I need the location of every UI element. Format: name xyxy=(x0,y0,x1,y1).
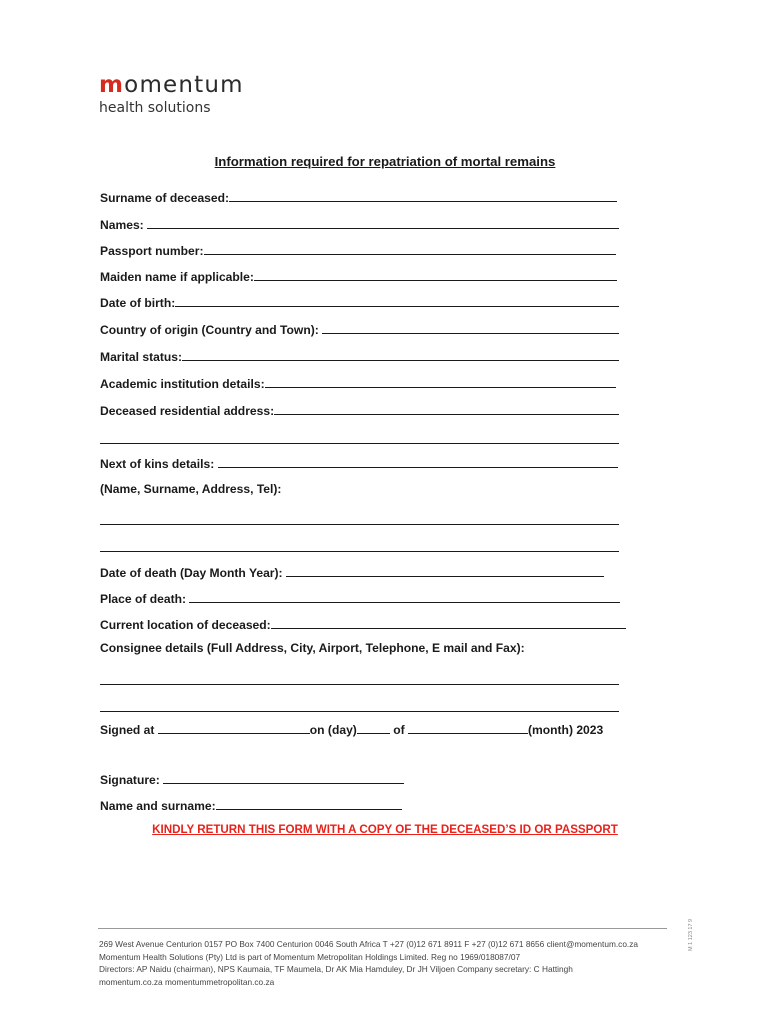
surname-input-line[interactable] xyxy=(229,189,617,202)
logo-wordmark xyxy=(99,74,244,97)
consignee-line-2[interactable] xyxy=(100,711,619,712)
footer-divider xyxy=(98,928,667,929)
names-field[interactable] xyxy=(100,216,619,233)
residential-field[interactable] xyxy=(100,402,619,419)
academic-label: Academic institution details: xyxy=(100,377,265,391)
name-surname-input-line[interactable] xyxy=(216,797,402,810)
next-of-kin-extra-line-2[interactable] xyxy=(100,551,619,552)
signature-label: Signature: xyxy=(100,773,164,787)
consignee-label: Consignee details (Full Address, City, Airport, Telephone, E mail and Fax): xyxy=(100,641,525,655)
consignee-line-1[interactable] xyxy=(100,684,619,685)
current-location-field[interactable] xyxy=(100,616,626,633)
form-title: Information required for repatriation of mortal remains xyxy=(214,154,556,169)
next-of-kin-extra-line-1[interactable] xyxy=(100,524,619,525)
academic-field[interactable] xyxy=(100,375,616,392)
signed-at-row xyxy=(100,721,603,738)
passport-field[interactable] xyxy=(100,242,616,259)
country-input-line[interactable] xyxy=(322,321,619,334)
next-of-kin-hint: (Name, Surname, Address, Tel): xyxy=(100,482,282,496)
country-field[interactable] xyxy=(100,321,619,338)
footer-directors-line: Directors: AP Naidu (chairman), NPS Kaumaia, TF Maumela, Dr AK Mia Hamduley, Dr JH Viljoen Company secretary: C Hattingh xyxy=(99,964,573,974)
dob-field[interactable] xyxy=(100,294,619,311)
maiden-name-input-line[interactable] xyxy=(254,268,617,281)
place-of-death-input-line[interactable] xyxy=(189,590,620,603)
document-code: M 1 123 17 9 xyxy=(688,918,694,951)
next-of-kin-label: Next of kins details: xyxy=(100,457,218,471)
signed-month-input-line[interactable] xyxy=(408,721,528,734)
place-of-death-field[interactable] xyxy=(100,590,620,607)
logo-subtitle: health solutions xyxy=(99,100,211,116)
maiden-name-field[interactable] xyxy=(100,268,617,285)
country-label: Country of origin (Country and Town): xyxy=(100,323,323,337)
marital-status-input-line[interactable] xyxy=(182,348,619,361)
next-of-kin-input-line[interactable] xyxy=(218,455,618,468)
marital-status-label: Marital status: xyxy=(100,350,182,364)
footer-address-line: 269 West Avenue Centurion 0157 PO Box 7400 Centurion 0046 South Africa T +27 (0)12 671 8911 F +27 (0)12 671 8656 client@momentum.co.za xyxy=(99,939,639,949)
logo-wordmark-rest: omentum xyxy=(124,72,244,98)
academic-input-line[interactable] xyxy=(265,375,616,388)
names-label: Names: xyxy=(100,218,148,232)
passport-input-line[interactable] xyxy=(204,242,616,255)
surname-field[interactable] xyxy=(100,189,617,206)
footer xyxy=(99,938,638,988)
next-of-kin-field[interactable] xyxy=(100,455,618,472)
name-surname-label: Name and surname: xyxy=(100,799,216,813)
surname-label: Surname of deceased: xyxy=(100,191,230,205)
return-form-notice: KINDLY RETURN THIS FORM WITH A COPY OF THE DECEASED’S ID OR PASSPORT xyxy=(152,823,618,836)
date-of-death-label: Date of death (Day Month Year): xyxy=(100,566,286,580)
footer-company-line: Momentum Health Solutions (Pty) Ltd is part of Momentum Metropolitan Holdings Limited. Reg no 1969/018087/07 xyxy=(99,951,521,962)
signed-at-input-line[interactable] xyxy=(158,721,310,734)
signature-field[interactable] xyxy=(100,771,404,788)
name-surname-field[interactable] xyxy=(100,797,402,814)
signed-day-input-line[interactable] xyxy=(357,721,390,734)
date-of-death-input-line[interactable] xyxy=(286,564,604,577)
passport-label: Passport number: xyxy=(100,244,204,258)
dob-label: Date of birth: xyxy=(100,296,176,310)
footer-website-line: momentum.co.za momentummetropolitan.co.za xyxy=(99,976,275,987)
signed-at-label: Signed at xyxy=(100,723,158,737)
logo-accent-letter: m xyxy=(99,72,125,98)
current-location-label: Current location of deceased: xyxy=(100,618,271,632)
residential-input-line[interactable] xyxy=(274,402,619,415)
signature-input-line[interactable] xyxy=(163,771,404,784)
maiden-name-label: Maiden name if applicable: xyxy=(100,270,254,284)
marital-status-field[interactable] xyxy=(100,348,619,365)
residential-label: Deceased residential address: xyxy=(100,404,275,418)
current-location-input-line[interactable] xyxy=(271,616,626,629)
dob-input-line[interactable] xyxy=(175,294,619,307)
company-logo xyxy=(99,74,244,115)
signed-of-label: of xyxy=(389,723,408,737)
date-of-death-field[interactable] xyxy=(100,564,604,581)
names-input-line[interactable] xyxy=(147,216,619,229)
place-of-death-label: Place of death: xyxy=(100,592,190,606)
residential-extra-line[interactable] xyxy=(100,443,619,444)
signed-on-day-label: on (day) xyxy=(309,723,357,737)
signed-month-year-label: (month) 2023 xyxy=(527,723,604,737)
